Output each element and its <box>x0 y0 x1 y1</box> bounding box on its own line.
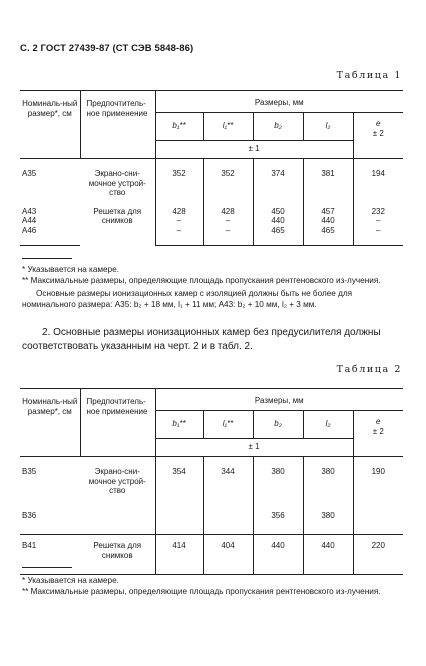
table2-head-use: Предпочтитель-ное применение <box>80 389 155 457</box>
table2-head-b2: b₂ <box>253 411 303 439</box>
table2-cell: 440 <box>303 535 353 575</box>
footnote: * Указывается на камере. <box>22 265 119 274</box>
table-1 <box>20 90 403 246</box>
table1-cell: – <box>203 216 253 226</box>
table1-cell: 440 <box>253 216 303 226</box>
table1-cell: – <box>353 226 403 246</box>
table2-head-e <box>353 411 403 457</box>
table1-caption: Таблица 1 <box>336 70 402 81</box>
table1-head-e-label: e <box>376 119 381 128</box>
table2-cell: 404 <box>203 535 253 575</box>
table1-head-l2: l₂ <box>303 113 353 141</box>
table1-cell: 352 <box>203 159 253 203</box>
table1-cell: 428 <box>155 203 203 217</box>
table2-cell: 354 <box>155 457 203 507</box>
table2-cell: 344 <box>203 457 253 507</box>
table2-row-name: В41 <box>20 535 80 575</box>
table1-cell: 465 <box>303 226 353 246</box>
table1-head-use: Предпочтитель-ное применение <box>80 91 155 159</box>
table1-cell: 428 <box>203 203 253 217</box>
table2-cell <box>203 507 253 535</box>
table2-head-nominal: Номиналь-ный размер*, см <box>20 389 80 457</box>
table2-cell: 380 <box>303 457 353 507</box>
table2-cell: 414 <box>155 535 203 575</box>
table2-head-sizes: Размеры, мм <box>155 389 403 411</box>
table2-row-use: Экрано-сни-мочное устрой-ство <box>80 457 155 507</box>
table2-head-l2: l₂ <box>303 411 353 439</box>
table2-head-l1: l₁** <box>203 411 253 439</box>
table2-tolerance: ± 1 <box>155 439 353 457</box>
table1-cell: 457 <box>303 203 353 217</box>
table1-cell: 232 <box>371 206 385 216</box>
table1-notes <box>22 264 402 310</box>
table1-row-name: А46 <box>20 226 80 246</box>
table1-head-e-tol: ± 2 <box>372 128 384 138</box>
table1-cell: – <box>155 226 203 246</box>
table1-cell: 465 <box>253 226 303 246</box>
table2-head-e-tol: ± 2 <box>372 426 384 436</box>
table1-cell: – <box>203 226 253 246</box>
footnote: Основные размеры ионизационных камер с изоляцией должны быть не более для номинального размера: А35: b₂ + 18 мм, l₁ + 11 мм; А43: b₂ + 10 мм, l₂ + 3 мм. <box>22 289 353 309</box>
table2-caption: Таблица 2 <box>336 364 402 375</box>
footnote: * Указывается на камере. <box>22 576 119 585</box>
table2-cell: 356 <box>253 507 303 535</box>
footnote: ** Максимальные размеры, определяющие площадь пропускания рентгеновского из-лучения. <box>22 276 381 285</box>
table1-row-use: Экрано-сни-мочное устрой-ство <box>80 159 155 203</box>
table2-head-e-label: e <box>376 417 381 426</box>
table1-cell: – <box>376 216 381 226</box>
table1-cell: 352 <box>155 159 203 203</box>
table2-head-b1: b₁** <box>155 411 203 439</box>
table1-cell: 450 <box>253 203 303 217</box>
table2-cell: 440 <box>253 535 303 575</box>
table1-cell: 381 <box>303 159 353 203</box>
table1-cell: 194 <box>353 159 403 203</box>
table2-row-name: В36 <box>22 510 37 520</box>
table1-cell: 440 <box>303 216 353 226</box>
table2-notes <box>22 575 402 597</box>
table2-cell: 220 <box>353 535 403 575</box>
table-2 <box>20 388 403 575</box>
table2-cell: 380 <box>253 457 303 507</box>
table2-cell: 190 <box>353 457 403 507</box>
footnote-rule <box>22 567 72 568</box>
table2-cell: 380 <box>303 507 353 535</box>
page-header: С. 2 ГОСТ 27439-87 (СТ СЭВ 5848-86) <box>20 43 194 54</box>
table1-head-sizes: Размеры, мм <box>155 91 403 113</box>
table1-tolerance: ± 1 <box>155 141 353 159</box>
table1-head-l1: l₁** <box>203 113 253 141</box>
table1-head-b2: b₂ <box>253 113 303 141</box>
table1-head-e <box>353 113 403 159</box>
table2-row-use <box>80 507 155 535</box>
table1-head-b1: b₁** <box>155 113 203 141</box>
table1-row-use: Решетка для снимков <box>80 203 155 246</box>
table1-row-name: А43 <box>22 206 37 216</box>
footnote-rule <box>22 258 72 259</box>
table1-row-name: А44 <box>22 216 37 226</box>
table2-cell <box>353 507 403 535</box>
table2-row-use: Решетка для снимков <box>80 535 155 575</box>
table2-cell <box>155 507 203 535</box>
table1-cell: – <box>155 216 203 226</box>
table1-head-nominal: Номиналь-ный размер*, см <box>20 91 80 159</box>
table1-row-name: А35 <box>20 159 80 203</box>
table2-row-name: В35 <box>20 457 80 507</box>
footnote: ** Максимальные размеры, определяющие площадь пропускания рентгеновского из-лучения. <box>22 587 381 596</box>
table1-cell: 374 <box>253 159 303 203</box>
section-paragraph: 2. Основные размеры ионизационных камер без предусилителя должны соответствовать указанным на черт. 2 и в табл. 2. <box>22 327 381 352</box>
